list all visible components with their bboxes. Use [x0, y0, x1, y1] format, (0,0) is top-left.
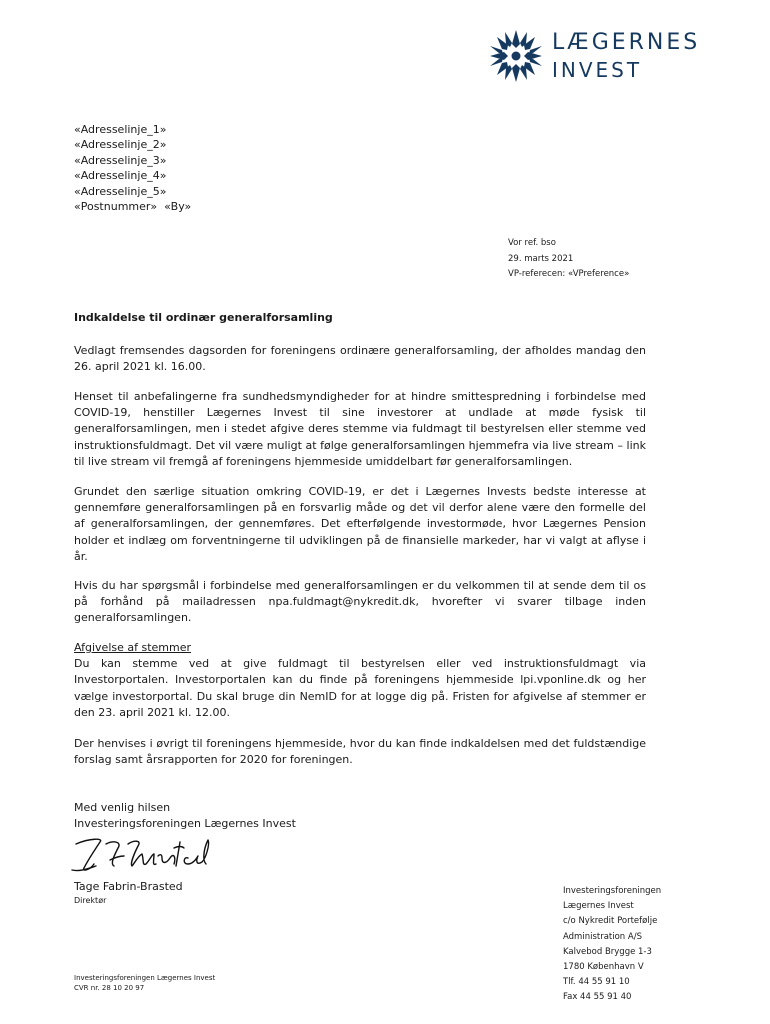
- footer-organization: Investeringsforeningen Lægernes Invest: [74, 974, 216, 982]
- address-line: «Adresselinje_1»: [74, 123, 167, 136]
- our-reference: Vor ref. bso: [508, 238, 556, 248]
- paragraph-website-reference: Der henvises i øvrigt til foreningens hjemmeside, hvor du kan finde indkaldelsen med det fuldstændige forslag samt årsrapporten for 2020 for foreningen.: [74, 737, 646, 767]
- logo-wordmark-line2: INVEST: [552, 58, 643, 82]
- voting-heading: Afgivelse af stemmer: [74, 641, 192, 654]
- closing-greeting: Med venlig hilsen: [74, 801, 171, 814]
- signer-name: Tage Fabrin-Brasted: [74, 880, 183, 893]
- contact-line: Administration A/S: [563, 931, 642, 942]
- paragraph-meeting-date: Vedlagt fremsendes dagsorden for foreningens ordinære generalforsamling, der afholdes mandag den 26. april 2021 kl. 16.00.: [74, 344, 646, 374]
- paragraph-questions: Hvis du har spørgsmål i forbindelse med generalforsamlingen er du velkommen til at sende dem til os på forhånd på mailadressen npa.fuldmagt@nykredit.dk, hvorefter vi svarer tilbage inden generalforsamlingen.: [74, 579, 646, 625]
- paragraph-voting: Du kan stemme ved at give fuldmagt til bestyrelsen eller ved instruktionsfuldmagt via Investorportalen. Investorportalen kan du finde på foreningens hjemmeside lpi.vponline.dk og her vælge investorportal. Du skal bruge din NemID for at logge dig på. Fristen for afgivelse af stemmer er den 23. april 2021 kl. 12.00.: [74, 657, 646, 719]
- footer: [74, 974, 215, 993]
- handwritten-signature-icon: [70, 834, 220, 878]
- contact-line: c/o Nykredit Portefølje: [563, 916, 658, 927]
- vp-reference: VP-referecen: «VPreference»: [508, 269, 630, 279]
- contact-line: Kalvebod Brygge 1-3: [563, 946, 652, 957]
- paragraph-covid-advice: Henset til anbefalingerne fra sundhedsmyndigheder for at hindre smittespredning i forbindelse med COVID-19, henstiller Lægernes Invest til sine investorer at undlade at møde fysisk til generalforsamlingen, men i stedet afgive deres stemme via fuldmagt til bestyrelsen eller stemme ved instruktionsfuldmagt. Det vil være muligt at følge generalforsamlingen hjemmefra via live stream – link til live stream vil fremgå af foreningens hjemmeside umiddelbart før generalforsamlingen.: [74, 390, 646, 468]
- closing-organization: Investeringsforeningen Lægernes Invest: [74, 817, 296, 831]
- address-line: «Adresselinje_4»: [74, 169, 167, 183]
- address-line: «Adresselinje_3»: [74, 153, 167, 167]
- reference-block: [508, 236, 629, 283]
- address-line: «Adresselinje_2»: [74, 138, 167, 152]
- signer-title: Direktør: [74, 896, 107, 905]
- logo-wordmark-line1: LÆGERNES: [552, 30, 701, 55]
- contact-line: Investeringsforeningen: [563, 886, 662, 896]
- letter-title: Indkaldelse til ordinær generalforsamling: [74, 311, 333, 324]
- contact-line: 1780 København V: [563, 962, 644, 973]
- address-line: «Postnummer» «By»: [74, 200, 192, 214]
- contact-fax: Fax 44 55 91 40: [563, 992, 632, 1003]
- closing-block: [74, 800, 296, 832]
- paragraph-situation: Grundet den særlige situation omkring COVID-19, er det i Lægernes Invests bedste interesse at gennemføre generalforsamlingen på en forsvarlig måde og det vil derfor alene være den formelle del af generalforsamlingen, der gennemføres. Det efterfølgende investormøde, hvor Lægernes Pension holder et indlæg om forventningerne til udviklingen på de finansielle markeder, har vi valgt at aflyse i år.: [74, 485, 646, 563]
- laegernes-invest-logo-icon: [486, 28, 546, 84]
- contact-phone: Tlf. 44 55 91 10: [563, 977, 630, 988]
- section-voting: [74, 640, 646, 721]
- letter-date: 29. marts 2021: [508, 253, 574, 264]
- recipient-address: [74, 122, 191, 214]
- contact-line: Lægernes Invest: [563, 901, 634, 912]
- footer-cvr: CVR nr. 28 10 20 97: [74, 983, 145, 992]
- contact-block: [563, 884, 661, 1006]
- address-line: «Adresselinje_5»: [74, 184, 167, 198]
